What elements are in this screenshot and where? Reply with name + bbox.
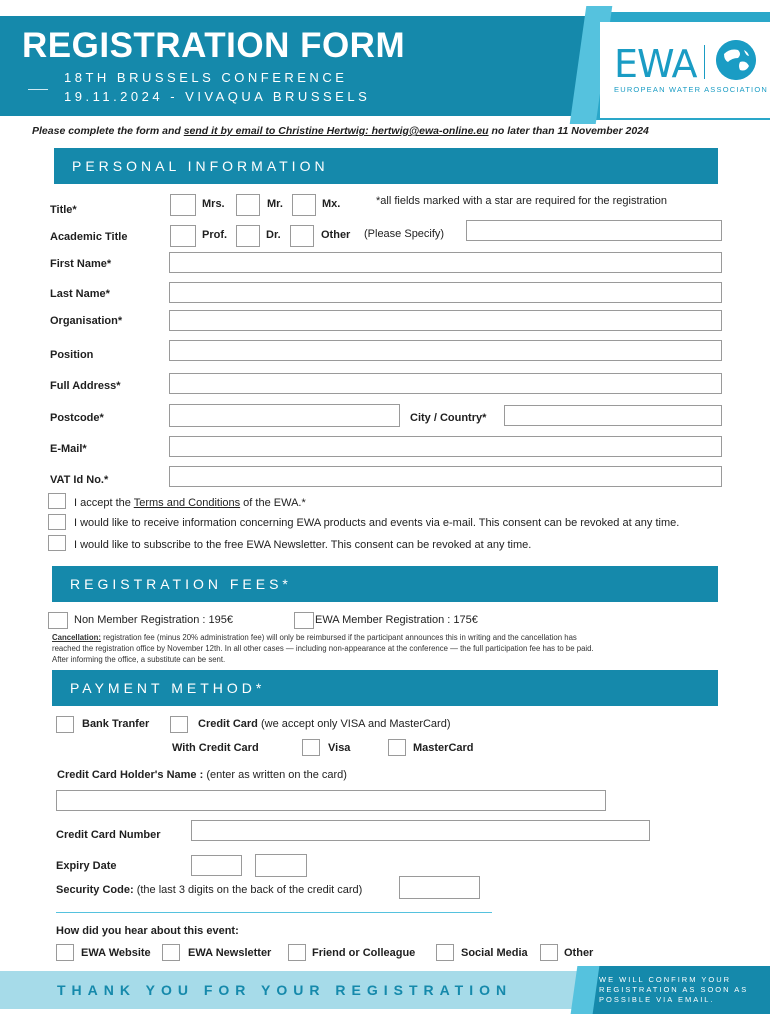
position-input[interactable] — [169, 340, 722, 361]
section-personal-information: PERSONAL INFORMATION — [54, 148, 718, 184]
newsletter-text: I would like to subscribe to the free EWA Newsletter. This consent can be revoked at any time. — [74, 539, 532, 551]
postcode-label: Postcode* — [50, 412, 104, 424]
consent-info-checkbox[interactable] — [48, 514, 66, 530]
mastercard-checkbox[interactable] — [388, 739, 406, 756]
card-number-input[interactable] — [191, 820, 650, 841]
mastercard-label: MasterCard — [413, 742, 474, 754]
source-website-checkbox[interactable] — [56, 944, 74, 961]
ewa-logo: EWA — [614, 42, 697, 86]
subtitle-dash — [28, 89, 48, 90]
visa-checkbox[interactable] — [302, 739, 320, 756]
credit-card-checkbox[interactable] — [170, 716, 188, 733]
organisation-label: Organisation* — [50, 315, 123, 327]
card-holder-label — [57, 769, 347, 781]
confirmation-note: WE WILL CONFIRM YOUR REGISTRATION AS SOON AS POSSIBLE VIA EMAIL. — [599, 975, 749, 1004]
last-name-label: Last Name* — [50, 288, 110, 300]
title-mx-label: Mx. — [322, 198, 341, 210]
card-number-label: Credit Card Number — [56, 829, 161, 841]
terms-text — [74, 497, 306, 509]
position-label: Position — [50, 349, 94, 361]
card-holder-input[interactable] — [56, 790, 606, 811]
consent-info-text: I would like to receive information concerning EWA products and events via e-mail. This consent can be revoked at any time. — [74, 517, 680, 529]
postcode-input[interactable] — [169, 404, 400, 427]
required-note: *all fields marked with a star are required for the registration — [376, 195, 668, 207]
source-other-checkbox[interactable] — [540, 944, 558, 961]
security-code-note: (the last 3 digits on the back of the credit card) — [133, 884, 363, 896]
with-credit-card-label: With Credit Card — [172, 742, 259, 754]
terms-before: I accept the — [74, 497, 134, 509]
full-address-input[interactable] — [169, 373, 722, 394]
academic-dr-checkbox[interactable] — [236, 225, 260, 247]
source-friend-checkbox[interactable] — [288, 944, 306, 961]
source-friend-label: Friend or Colleague — [312, 947, 416, 959]
title-mrs-checkbox[interactable] — [170, 194, 196, 216]
organisation-input[interactable] — [169, 310, 722, 331]
logo-divider — [704, 45, 705, 79]
bank-transfer-label: Bank Tranfer — [82, 718, 150, 730]
city-country-label: City / Country* — [410, 412, 487, 424]
first-name-input[interactable] — [169, 252, 722, 273]
academic-dr-label: Dr. — [266, 229, 281, 241]
title-mr-label: Mr. — [267, 198, 283, 210]
source-website-label: EWA Website — [81, 947, 151, 959]
source-newsletter-checkbox[interactable] — [162, 944, 180, 961]
section-registration-fees: REGISTRATION FEES* — [52, 566, 718, 602]
vat-id-label: VAT Id No.* — [50, 474, 109, 486]
intro-text — [32, 125, 649, 137]
section-payment-method: PAYMENT METHOD* — [52, 670, 718, 706]
expiry-year-input[interactable] — [255, 854, 307, 877]
credit-card-text: Credit Card — [198, 718, 258, 730]
bank-transfer-checkbox[interactable] — [56, 716, 74, 733]
cancellation-line1: registration fee (minus 20% administration fee) will only be reimbursed if the participant announces this in writing and the cancellation has — [100, 633, 577, 642]
thank-you-text: THANK YOU FOR YOUR REGISTRATION — [57, 982, 513, 998]
security-code-text: Security Code: — [56, 884, 134, 896]
non-member-label: Non Member Registration : 195€ — [74, 614, 233, 626]
expiry-month-input[interactable] — [191, 855, 242, 876]
card-holder-note: (enter as written on the card) — [203, 769, 347, 781]
cancellation-policy — [52, 632, 594, 665]
intro-after: no later than 11 November 2024 — [488, 125, 649, 137]
source-social-checkbox[interactable] — [436, 944, 454, 961]
email-input[interactable] — [169, 436, 722, 457]
academic-other-hint: (Please Specify) — [364, 228, 445, 240]
credit-card-label — [198, 718, 451, 730]
visa-label: Visa — [328, 742, 351, 754]
conference-date-venue: 19.11.2024 - VIVAQUA BRUSSELS — [64, 89, 371, 104]
security-code-label — [56, 884, 362, 896]
full-address-label: Full Address* — [50, 380, 121, 392]
card-holder-label-text: Credit Card Holder's Name : — [57, 769, 204, 781]
email-label: E-Mail* — [50, 443, 87, 455]
newsletter-checkbox[interactable] — [48, 535, 66, 551]
page-title: REGISTRATION FORM — [22, 26, 406, 65]
security-code-input[interactable] — [399, 876, 480, 899]
title-mr-checkbox[interactable] — [236, 194, 260, 216]
email-link[interactable]: send it by email to Christine Hertwig: hertwig@ewa-online.eu — [183, 125, 489, 137]
source-question: How did you hear about this event: — [56, 925, 239, 937]
divider — [56, 912, 492, 913]
non-member-checkbox[interactable] — [48, 612, 68, 629]
academic-other-label: Other — [321, 229, 351, 241]
source-social-label: Social Media — [461, 947, 528, 959]
source-newsletter-label: EWA Newsletter — [188, 947, 272, 959]
academic-prof-label: Prof. — [202, 229, 228, 241]
member-label: EWA Member Registration : 175€ — [315, 614, 478, 626]
expiry-label: Expiry Date — [56, 860, 117, 872]
globe-icon — [716, 40, 756, 80]
conference-name: 18TH BRUSSELS CONFERENCE — [64, 70, 348, 85]
last-name-input[interactable] — [169, 282, 722, 303]
cancellation-line2: reached the registration office by November 12th. In all other cases — including non-appearance at the conference — the full participation fee has to be paid. — [52, 644, 594, 653]
academic-title-label: Academic Title — [50, 231, 128, 243]
academic-prof-checkbox[interactable] — [170, 225, 196, 247]
terms-link[interactable]: Terms and Conditions — [133, 497, 241, 509]
academic-other-checkbox[interactable] — [290, 225, 314, 247]
terms-checkbox[interactable] — [48, 493, 66, 509]
intro-before: Please complete the form and — [32, 125, 184, 137]
city-country-input[interactable] — [504, 405, 722, 426]
title-label: Title* — [50, 204, 77, 216]
academic-other-input[interactable] — [466, 220, 722, 241]
vat-id-input[interactable] — [169, 466, 722, 487]
title-mx-checkbox[interactable] — [292, 194, 316, 216]
terms-after: of the EWA.* — [240, 497, 306, 509]
cancellation-line3: After informing the office, a substitute can be sent. — [52, 655, 226, 664]
title-mrs-label: Mrs. — [202, 198, 225, 210]
source-other-label: Other — [564, 947, 594, 959]
first-name-label: First Name* — [50, 258, 112, 270]
logo-subtitle: EUROPEAN WATER ASSOCIATION — [614, 85, 768, 94]
member-checkbox[interactable] — [294, 612, 314, 629]
credit-card-note: (we accept only VISA and MasterCard) — [257, 718, 451, 730]
cancellation-label: Cancellation: — [52, 633, 101, 642]
